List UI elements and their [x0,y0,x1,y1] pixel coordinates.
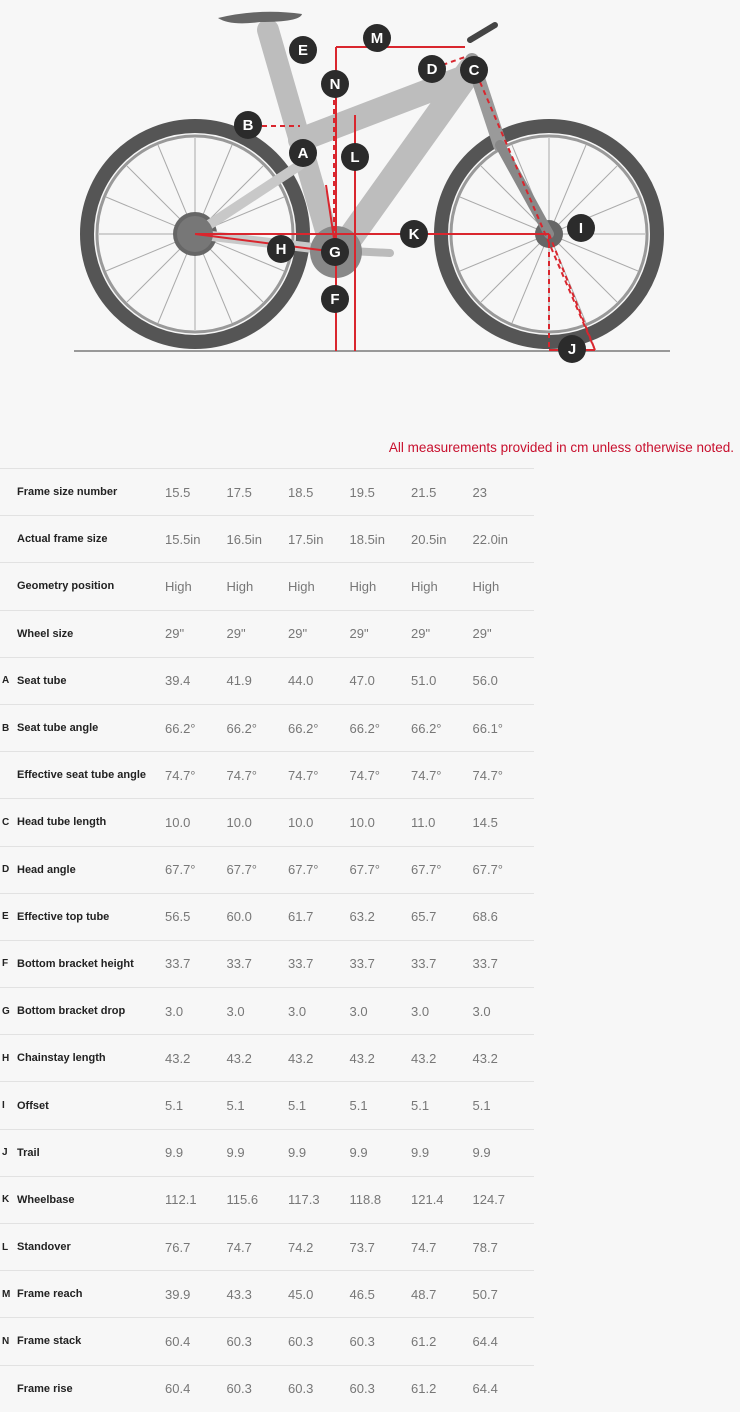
saddle [218,12,302,24]
row-value: 66.2° [411,720,442,736]
row-letter: J [2,1147,8,1159]
row-label: Bottom bracket height [17,957,134,970]
row-value: 46.5 [349,1286,375,1302]
marker-h [267,235,295,263]
row-label: Frame rise [17,1382,73,1395]
row-label: Chainstay length [17,1052,106,1065]
row-label: Effective seat tube angle [17,769,146,782]
row-value: 66.1° [472,720,504,736]
table-row [0,704,534,751]
svg-text:I: I [578,220,584,237]
row-label: Frame reach [17,1288,83,1301]
row-letter: H [2,1052,10,1064]
row-value: 5.1 [288,1098,307,1114]
row-value: 29" [349,626,369,642]
table-row [0,1176,534,1223]
svg-text:F: F [330,291,340,308]
row-value: 74.7° [288,767,319,783]
row-value: 124.7 [472,1192,506,1208]
row-letter [0,752,17,799]
row-value: 17.5 [226,484,252,500]
row-value: 33.7 [349,956,375,972]
row-letter [0,1365,17,1412]
bike-geometry-diagram [0,0,740,400]
row-value: 3.0 [411,1003,430,1019]
row-label: Wheelbase [17,1193,75,1206]
row-value: 5.1 [349,1098,368,1114]
row-value: 66.2° [226,720,258,736]
row-value: 43.2 [472,1050,498,1066]
table-row [0,988,534,1035]
row-value: High [472,578,500,594]
row-label: Trail [17,1146,40,1159]
svg-text:J: J [567,341,577,358]
row-value: 74.7° [165,767,196,783]
table-row [0,516,534,563]
row-value: 21.5 [411,484,437,500]
row-letter: A [2,675,10,687]
row-value: 121.4 [411,1192,444,1208]
row-value: 33.7 [472,956,498,972]
marker-e [289,36,317,64]
row-value: 29" [165,626,185,642]
row-value: 67.7° [165,862,196,878]
row-label: Seat tube angle [17,722,99,735]
row-label: Offset [17,1099,49,1112]
row-value: 51.0 [411,673,437,689]
row-value: 78.7 [472,1239,498,1255]
marker-a [289,139,317,167]
row-value: 33.7 [226,956,252,972]
row-value: 74.2 [288,1239,314,1255]
row-value: 9.9 [226,1145,245,1161]
row-letter: K [2,1194,10,1206]
svg-text:C: C [468,62,480,79]
row-label: Actual frame size [17,533,108,546]
row-value: 33.7 [411,956,437,972]
row-value: 63.2 [349,909,375,925]
row-value: 56.0 [472,673,498,689]
row-letter: I [2,1100,5,1112]
row-value: 43.2 [165,1050,191,1066]
row-value: 44.0 [288,673,314,689]
row-label: Head tube length [17,816,107,829]
row-value: 76.7 [165,1239,191,1255]
row-value: 43.2 [288,1050,314,1066]
table-row [0,1082,534,1129]
row-value: 74.7 [226,1239,252,1255]
row-value: 67.7° [226,862,258,878]
svg-text:B: B [242,117,254,134]
row-value: 66.2° [165,720,196,736]
row-letter: D [2,864,10,876]
row-letter: L [2,1241,9,1253]
row-value: 74.7° [472,767,504,783]
row-value: 43.2 [349,1050,375,1066]
row-value: 3.0 [288,1003,307,1019]
row-value: 67.7° [411,862,442,878]
table-row [0,610,534,657]
row-value: 5.1 [472,1098,491,1114]
table-row [0,469,534,516]
marker-f [321,285,349,313]
row-value: 74.7° [411,767,442,783]
svg-text:G: G [329,244,341,261]
measurement-note: All measurements provided in cm unless otherwise noted. [388,440,734,455]
row-value: 15.5in [165,531,201,547]
row-value: 60.3 [226,1381,252,1397]
row-label: Seat tube [17,674,67,687]
row-value: 60.3 [349,1381,375,1397]
row-value: 60.3 [288,1381,314,1397]
row-letter: F [2,958,9,970]
row-value: 45.0 [288,1286,314,1302]
row-label: Standover [17,1241,71,1254]
marker-g [321,238,349,266]
table-row [0,1365,534,1412]
row-value: 61.7 [288,909,314,925]
row-value: 9.9 [411,1145,430,1161]
row-value: 68.6 [472,909,498,925]
svg-text:K: K [408,226,420,243]
row-value: 10.0 [165,814,191,830]
row-value: 117.3 [288,1192,320,1208]
row-value: 50.7 [472,1286,498,1302]
row-value: High [349,578,377,594]
table-row [0,940,534,987]
row-label: Effective top tube [17,910,110,923]
row-label: Geometry position [17,580,115,593]
svg-text:A: A [297,145,309,162]
row-value: 60.0 [226,909,252,925]
row-value: 5.1 [226,1098,245,1114]
svg-text:D: D [426,61,438,78]
row-value: 29" [288,626,308,642]
row-value: 5.1 [165,1098,184,1114]
svg-text:M: M [370,30,384,47]
marker-d [418,55,446,83]
row-value: 39.9 [165,1286,191,1302]
row-value: 60.3 [226,1333,252,1349]
marker-b [234,111,262,139]
row-value: 118.8 [349,1192,382,1208]
row-value: 64.4 [472,1381,498,1397]
row-value: 29" [472,626,492,642]
table-row [0,799,534,846]
row-value: 10.0 [288,814,314,830]
marker-j [558,335,586,363]
row-value: 67.7° [472,862,504,878]
row-label: Frame size number [17,486,118,499]
svg-text:H: H [275,241,287,258]
row-value: 73.7 [349,1239,375,1255]
table-row [0,1035,534,1082]
row-value: 22.0in [472,531,508,547]
row-label: Frame stack [17,1335,82,1348]
row-letter [0,563,17,610]
row-value: 9.9 [349,1145,368,1161]
row-value: 60.4 [165,1333,191,1349]
row-value: 15.5 [165,484,191,500]
row-value: 14.5 [472,814,498,830]
svg-text:L: L [350,149,360,166]
svg-text:E: E [297,42,309,59]
marker-n [321,70,349,98]
row-letter: N [2,1335,10,1347]
row-value: 67.7° [349,862,381,878]
row-letter: M [2,1288,11,1300]
marker-i [567,214,595,242]
row-value: 60.4 [165,1381,191,1397]
row-value: 3.0 [165,1003,184,1019]
row-value: 112.1 [165,1192,197,1208]
row-value: 9.9 [288,1145,307,1161]
row-value: High [165,578,192,594]
row-value: 9.9 [165,1145,184,1161]
table-row [0,1224,534,1271]
row-value: 18.5in [349,531,385,547]
row-label: Bottom bracket drop [17,1005,126,1018]
row-value: 3.0 [349,1003,368,1019]
row-value: 74.7 [411,1239,437,1255]
row-value: High [226,578,254,594]
table-row [0,657,534,704]
table-row [0,1129,534,1176]
row-label: Wheel size [17,627,74,640]
row-value: 43.2 [411,1050,437,1066]
row-value: 66.2° [288,720,319,736]
row-value: 11.0 [411,814,436,830]
table-row [0,563,534,610]
row-letter: C [2,816,10,828]
marker-c [460,56,488,84]
marker-k [400,220,428,248]
row-value: 19.5 [349,484,375,500]
row-value: 74.7° [349,767,381,783]
marker-l [341,143,369,171]
row-value: 61.2 [411,1381,437,1397]
row-value: 9.9 [472,1145,491,1161]
row-value: 29" [411,626,431,642]
row-value: 39.4 [165,673,191,689]
row-letter [0,610,17,657]
row-value: 64.4 [472,1333,498,1349]
row-value: High [411,578,438,594]
row-value: 61.2 [411,1333,437,1349]
row-value: 5.1 [411,1098,430,1114]
row-value: 43.3 [226,1286,252,1302]
row-value: 29" [226,626,246,642]
row-value: 16.5in [226,531,262,547]
svg-text:N: N [329,76,341,93]
row-letter: E [2,911,9,923]
table-row [0,1318,534,1365]
row-value: 74.7° [226,767,258,783]
row-value: 33.7 [288,956,314,972]
row-value: 115.6 [226,1192,259,1208]
table-row [0,893,534,940]
row-value: 60.3 [349,1333,375,1349]
row-value: 65.7 [411,909,437,925]
row-value: 20.5in [411,531,447,547]
row-label: Head angle [17,863,76,876]
row-value: 56.5 [165,909,191,925]
row-value: 66.2° [349,720,381,736]
table-row [0,846,534,893]
row-value: 67.7° [288,862,319,878]
row-letter: G [2,1005,10,1017]
row-value: 43.2 [226,1050,252,1066]
geometry-table [0,468,534,1412]
row-value: 17.5in [288,531,324,547]
row-letter [0,469,17,516]
table-row [0,752,534,799]
row-letter [0,516,17,563]
row-value: 33.7 [165,956,191,972]
row-value: 41.9 [226,673,252,689]
row-value: 60.3 [288,1333,314,1349]
row-value: 10.0 [226,814,252,830]
row-value: 23 [472,484,487,500]
row-value: 10.0 [349,814,375,830]
table-row [0,1271,534,1318]
row-value: 48.7 [411,1286,437,1302]
row-value: 47.0 [349,673,375,689]
row-value: 18.5 [288,484,314,500]
marker-m [363,24,391,52]
row-value: 3.0 [472,1003,491,1019]
row-value: High [288,578,315,594]
row-letter: B [2,722,10,734]
row-value: 3.0 [226,1003,245,1019]
